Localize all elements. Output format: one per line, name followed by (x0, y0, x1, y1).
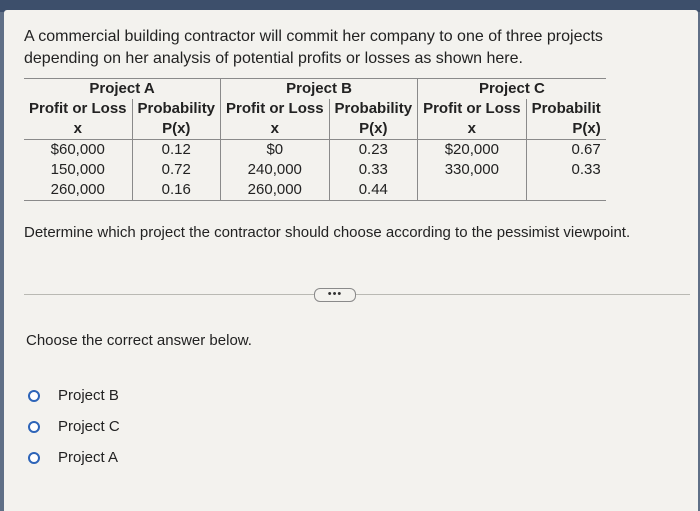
header-project-b: Project B (221, 79, 418, 100)
a-value-3: 260,000 (24, 180, 132, 201)
header-b-probability: Probability (329, 99, 418, 119)
b-prob-2: 0.33 (329, 160, 418, 180)
header-c-profit: Profit or Loss (418, 99, 527, 119)
a-prob-2: 0.72 (132, 160, 221, 180)
radio-icon[interactable] (28, 452, 40, 464)
header-a-px: P(x) (132, 119, 221, 140)
c-value-1: $20,000 (418, 140, 527, 161)
header-a-probability: Probability (132, 99, 221, 119)
c-prob-1: 0.67 (526, 140, 606, 161)
expand-button[interactable]: ••• (314, 288, 356, 302)
c-prob-2: 0.33 (526, 160, 606, 180)
b-prob-3: 0.44 (329, 180, 418, 201)
header-b-profit: Profit or Loss (221, 99, 330, 119)
option-label: Project B (58, 387, 119, 404)
c-prob-3 (526, 180, 606, 201)
option-project-c[interactable] (28, 411, 120, 442)
section-divider (24, 294, 690, 295)
option-project-b[interactable] (28, 380, 120, 411)
b-prob-1: 0.23 (329, 140, 418, 161)
header-b-px: P(x) (329, 119, 418, 140)
header-project-a: Project A (24, 79, 221, 100)
c-value-3 (418, 180, 527, 201)
a-value-2: 150,000 (50, 161, 105, 178)
b-value-1: $0 (221, 140, 330, 161)
c-value-2: 330,000 (418, 160, 527, 180)
table-row (24, 160, 606, 180)
radio-icon[interactable] (28, 390, 40, 402)
b-value-3: 260,000 (221, 180, 330, 201)
radio-icon[interactable] (28, 421, 40, 433)
a-prob-1: 0.12 (132, 140, 221, 161)
prompt-text: Determine which project the contractor should choose according to the pessimist viewpoint. (24, 224, 631, 241)
header-project-c: Project C (418, 79, 606, 100)
a-prob-3: 0.16 (132, 180, 221, 201)
b-value-2: 240,000 (221, 160, 330, 180)
header-c-x: x (418, 119, 527, 140)
header-c-px: P(x) (526, 119, 606, 140)
projects-table (24, 78, 606, 201)
choose-label: Choose the correct answer below. (26, 332, 252, 349)
question-sheet (4, 10, 698, 511)
question-text: A commercial building contractor will commit her company to one of three projects depending on her analysis of potential profits or losses as shown here. (24, 28, 603, 67)
option-project-a[interactable] (28, 442, 120, 473)
header-a-profit: Profit or Loss (29, 100, 127, 117)
answer-options (28, 380, 120, 473)
option-label: Project A (58, 449, 119, 466)
a-value-1: $60,000 (50, 141, 105, 158)
table-row (24, 180, 606, 201)
header-b-x: x (221, 119, 330, 140)
header-c-probability: Probabilit (526, 99, 606, 119)
table-row (24, 140, 606, 161)
option-label: Project C (58, 418, 120, 435)
header-a-x: x (24, 119, 132, 140)
